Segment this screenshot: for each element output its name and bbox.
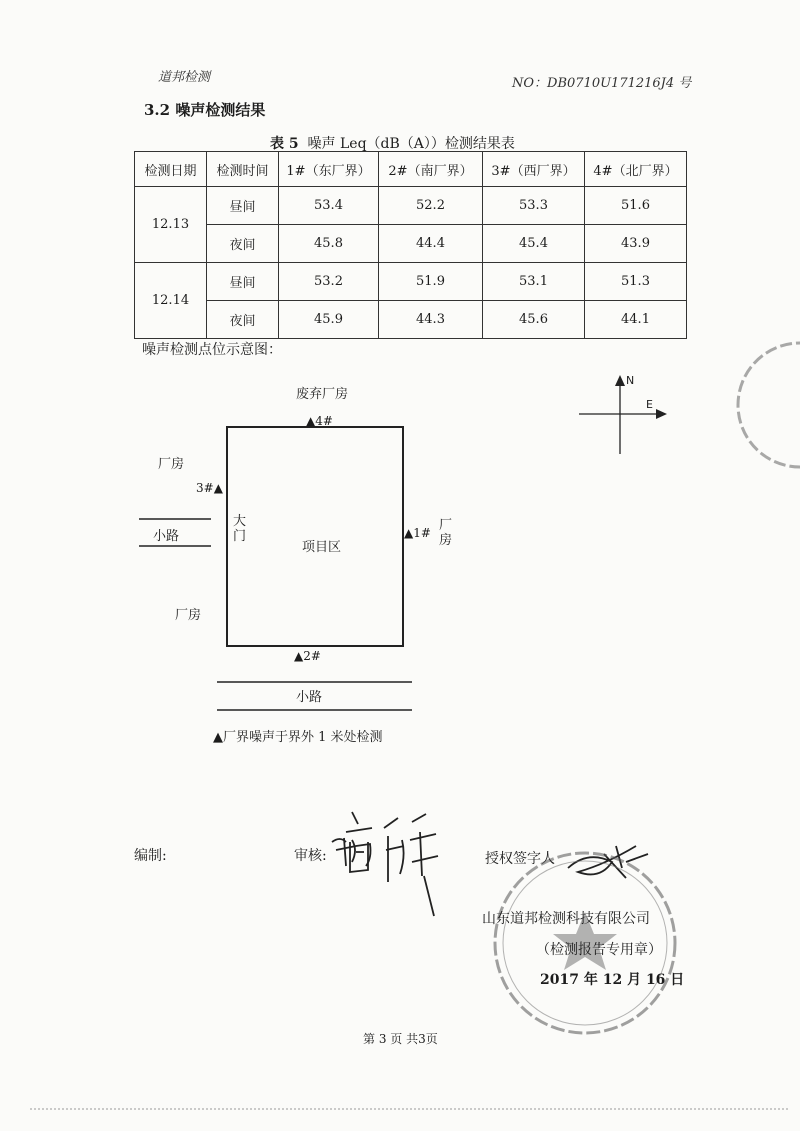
partial-seal <box>738 343 800 467</box>
table-caption-text: 噪声 Leq（dB（A））检测结果表 <box>307 136 515 152</box>
date-cell: 12.14 <box>135 263 207 339</box>
value-cell: 45.9 <box>279 301 379 339</box>
label-gate: 大门 <box>233 514 247 544</box>
value-cell: 45.4 <box>483 225 585 263</box>
report-date: 2017 年 12 月 16 日 <box>540 972 685 988</box>
editor-label: 编制: <box>134 848 167 864</box>
point-3-marker: 3#▲ <box>196 481 223 495</box>
value-cell: 45.6 <box>483 301 585 339</box>
reviewer-signature <box>346 812 438 916</box>
editor-signature <box>332 838 371 866</box>
compass-n-label: N <box>626 374 635 387</box>
label-plant-west-bottom: 厂房 <box>175 608 202 623</box>
company-name: 山东道邦检测科技有限公司 <box>482 911 650 927</box>
page-number: 第 3 页 共3页 <box>363 1032 438 1046</box>
value-cell: 52.2 <box>379 187 483 225</box>
label-west-road: 小路 <box>153 529 180 544</box>
point-1-marker: ▲1# <box>404 526 431 540</box>
label-abandoned-plant: 废弃厂房 <box>296 387 349 402</box>
label-south-road: 小路 <box>296 690 323 705</box>
measurement-note: ▲厂界噪声于界外 1 米处检测 <box>213 730 383 745</box>
value-cell: 45.8 <box>279 225 379 263</box>
reviewer-label: 审核: <box>294 848 327 864</box>
period-cell: 昼间 <box>207 187 279 225</box>
value-cell: 44.4 <box>379 225 483 263</box>
header-org: 道邦检测 <box>158 70 211 85</box>
header-cell: 2#（南厂界） <box>379 152 483 187</box>
value-cell: 53.1 <box>483 263 585 301</box>
point-4-marker: ▲4# <box>306 414 333 428</box>
authorizer-label: 授权签字人 <box>485 851 555 867</box>
value-cell: 53.4 <box>279 187 379 225</box>
header-cell: 4#（北厂界） <box>585 152 687 187</box>
value-cell: 53.2 <box>279 263 379 301</box>
value-cell: 44.1 <box>585 301 687 339</box>
value-cell: 53.3 <box>483 187 585 225</box>
value-cell: 43.9 <box>585 225 687 263</box>
compass-e-label: E <box>646 398 653 411</box>
header-cell: 3#（西厂界） <box>483 152 585 187</box>
section-title: 3.2 噪声检测结果 <box>144 101 266 119</box>
label-project-area: 项目区 <box>302 540 342 555</box>
value-cell: 51.9 <box>379 263 483 301</box>
authorizer-signature <box>568 846 648 878</box>
value-cell: 51.3 <box>585 263 687 301</box>
value-cell: 51.6 <box>585 187 687 225</box>
period-cell: 昼间 <box>207 263 279 301</box>
table-caption-number: 表 5 <box>270 136 299 152</box>
label-plant-east: 厂房 <box>439 518 453 548</box>
period-cell: 夜间 <box>207 225 279 263</box>
value-cell: 44.3 <box>379 301 483 339</box>
point-2-marker: ▲2# <box>294 649 321 663</box>
header-cell: 1#（东厂界） <box>279 152 379 187</box>
seal-note: （检测报告专用章） <box>536 942 662 958</box>
report-number: NO：DB0710U171216J4 号 <box>512 76 692 91</box>
date-cell: 12.13 <box>135 187 207 263</box>
header-cell: 检测日期 <box>135 152 207 187</box>
period-cell: 夜间 <box>207 301 279 339</box>
sketch-title: 噪声检测点位示意图： <box>142 342 282 358</box>
header-cell: 检测时间 <box>207 152 279 187</box>
label-plant-west-top: 厂房 <box>158 457 185 472</box>
compass-icon <box>579 375 667 454</box>
